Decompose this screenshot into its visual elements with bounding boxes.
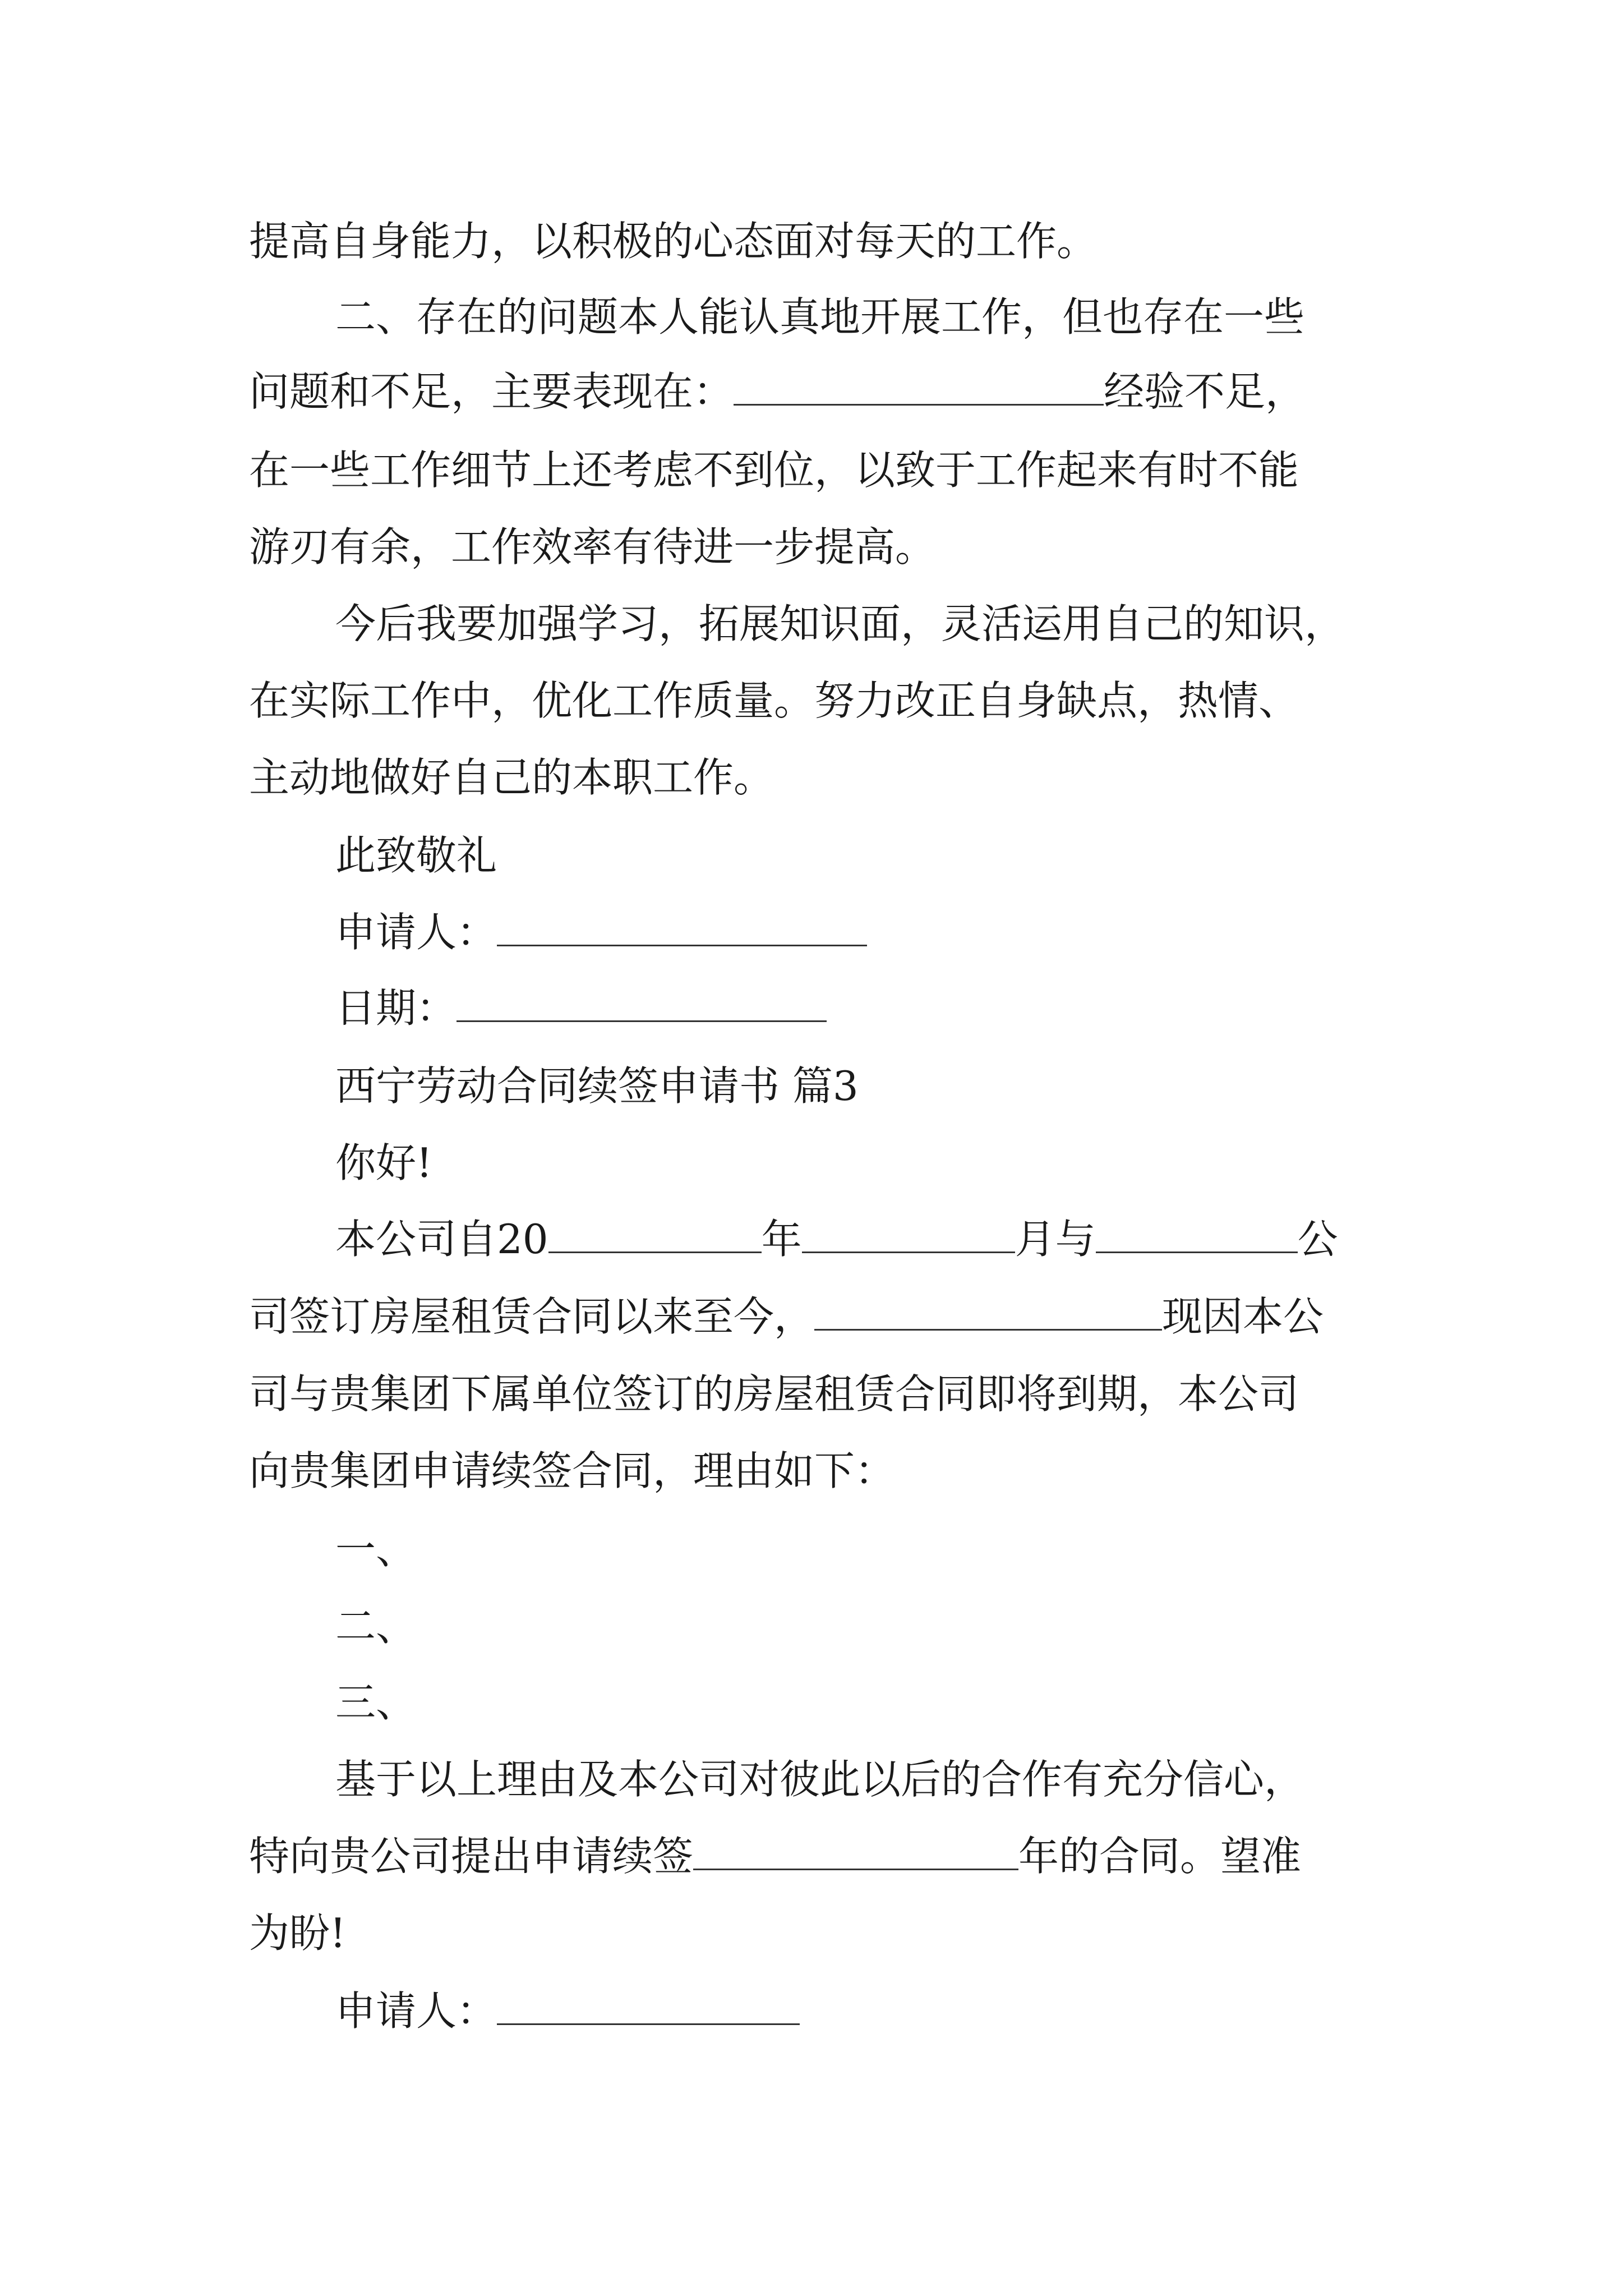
- text-line-17: 向贵集团申请续签合同，理由如下：: [249, 1447, 896, 1494]
- fill-blank: [734, 367, 1104, 406]
- text-line-9: 此致敬礼: [335, 832, 497, 879]
- text-line-11: 日期：: [335, 983, 827, 1033]
- text-line-2: 二、存在的问题本人能认真地开展工作，但也存在一些: [335, 293, 1305, 341]
- year-blank: [548, 1214, 762, 1253]
- text-line-22: 特向贵公司提出申请续签 年的合同。望准: [249, 1833, 1302, 1880]
- text-line-6: 今后我要加强学习，拓展知识面，灵活运用自己的知识，: [335, 600, 1345, 647]
- section-title: 西宁劳动合同续签申请书 篇3: [335, 1062, 859, 1110]
- month-blank: [802, 1214, 1015, 1253]
- text-line-8: 主动地做好自己的本职工作。: [249, 754, 774, 801]
- date-blank: [457, 983, 827, 1022]
- company-blank: [1096, 1214, 1298, 1253]
- text-line-24: 申请人：: [335, 1986, 800, 2036]
- text-line-1: 提高自身能力，以积极的心态面对每天的工作。: [249, 218, 1098, 265]
- applicant-blank: [497, 908, 867, 946]
- list-item-2: 二、: [335, 1603, 417, 1650]
- text-line-16: 司与贵集团下属单位签订的房屋租赁合同即将到期，本公司: [249, 1370, 1299, 1418]
- text-line-5: 游刃有余，工作效率有待进一步提高。: [249, 523, 936, 570]
- list-item-3: 三、: [335, 1679, 417, 1726]
- text-line-14: 本公司自20 年 月与 公: [335, 1216, 1338, 1263]
- text-line-7: 在实际工作中，优化工作质量。努力改正自身缺点，热情、: [249, 677, 1299, 724]
- applicant-blank: [497, 1986, 800, 2025]
- text-line-13: 你好!: [335, 1139, 432, 1186]
- text-line-15: 司签订房屋租赁合同以来至今， 现因本公: [249, 1293, 1324, 1340]
- text-line-4: 在一些工作细节上还考虑不到位，以致于工作起来有时不能: [249, 447, 1299, 494]
- years-blank: [693, 1832, 1018, 1870]
- text-line-23: 为盼!: [249, 1910, 346, 1957]
- fill-blank: [814, 1292, 1162, 1331]
- text-line-3: 问题和不足，主要表现在： 经验不足，: [249, 368, 1306, 415]
- text-line-10: 申请人：: [335, 907, 867, 958]
- text-line-21: 基于以上理由及本公司对彼此以后的合作有充分信心，: [335, 1756, 1305, 1803]
- list-item-1: 一、: [335, 1526, 417, 1573]
